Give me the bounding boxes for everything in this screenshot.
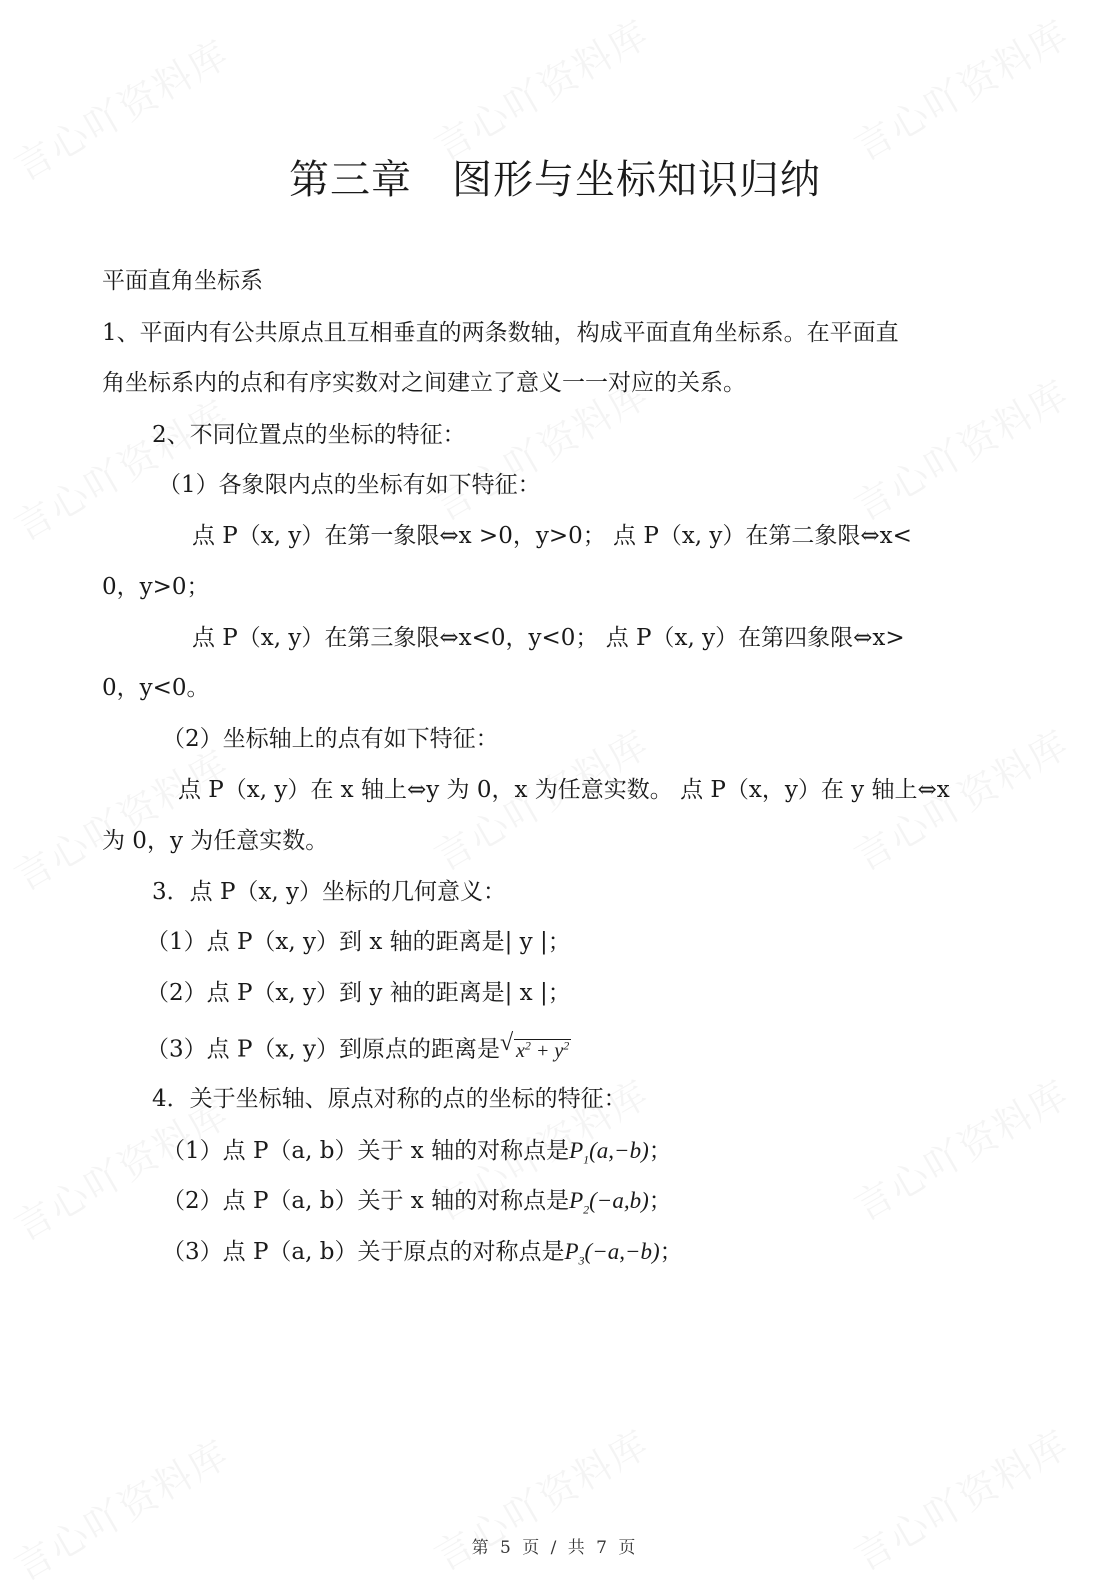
chapter-number: 第三章: [289, 157, 412, 203]
sub-item-heading: （1）各象限内点的坐标有如下特征：: [158, 472, 541, 498]
paragraph-line: （2）点 P（a, b）关于 x 轴的对称点是$P_2(-a,b)$；: [162, 1188, 672, 1217]
paragraph-line: 点 P（x, y）在第一象限⇔x >0，y>0； 点 P（x, y）在第二象限⇔x<: [192, 523, 912, 549]
chapter-name: 图形与坐标知识归纳: [452, 157, 821, 203]
paragraph-line: （3）点 P（a, b）关于原点的对称点是$P_3(-a,-b)$；: [162, 1239, 683, 1268]
line-text: （1）点 P（a, b）关于 x 轴的对称点是: [162, 1138, 570, 1164]
item-heading: 2、不同位置点的坐标的特征：: [152, 422, 466, 448]
paragraph-line: （1）点 P（a, b）关于 x 轴的对称点是$P_1(a,-b)$；: [162, 1138, 672, 1167]
watermark: [422, 4, 657, 172]
watermark: [842, 364, 1077, 532]
line-text: （3）点 P（x, y）到原点的距离是: [146, 1036, 501, 1063]
paragraph-line: （2）点 P（x, y）到 y 袖的距离是| x |；: [146, 980, 571, 1006]
page-title: [0, 148, 1110, 205]
paragraph-line: 为 0，y 为任意实数。: [102, 828, 329, 854]
item-heading: 4．关于坐标轴、原点对称的点的坐标的特征：: [152, 1086, 627, 1112]
symmetric-point-formula: $P_1(a,-b)$: [569, 1138, 649, 1167]
paragraph-line: 点 P（x, y）在 x 轴上⇔y 为 0，x 为任意实数。 点 P（x，y）在 y 轴上⇔x: [178, 777, 950, 803]
paragraph-line: [146, 1030, 571, 1066]
paragraph-line: 0，y<0。: [102, 675, 210, 701]
page-number: 第 5 页 / 共 7 页: [471, 1538, 639, 1558]
symmetric-point-formula: $P_2(-a,b)$: [569, 1188, 649, 1217]
paragraph-line: （1）点 P（x, y）到 x 轴的距离是| y |；: [146, 929, 571, 955]
var-y: y: [554, 1039, 564, 1062]
section-heading: 平面直角坐标系: [102, 268, 263, 294]
paragraph-line: 角坐标系内的点和有序实数对之间建立了意义一一对应的关系。: [102, 370, 746, 396]
symmetric-point-formula: $P_3(-a,-b)$: [564, 1239, 660, 1268]
line-text: （3）点 P（a, b）关于原点的对称点是: [162, 1239, 565, 1265]
paragraph-line: 点 P（x, y）在第三象限⇔x<0，y<0； 点 P（x, y）在第四象限⇔x>: [192, 625, 905, 651]
watermark: [2, 1424, 237, 1591]
paragraph-line: 0，y>0；: [102, 574, 210, 600]
item-heading: 3．点 P（x, y）坐标的几何意义：: [152, 879, 507, 905]
paragraph-line: 1、平面内有公共原点且互相垂直的两条数轴，构成平面直角坐标系。在平面直: [102, 320, 899, 346]
var-x: x: [516, 1039, 525, 1062]
line-text: （2）点 P（a, b）关于 x 轴的对称点是: [162, 1188, 570, 1214]
watermark: [842, 1064, 1077, 1232]
watermark: [842, 4, 1077, 172]
sub-item-heading: （2）坐标轴上的点有如下特征：: [162, 726, 499, 752]
sqrt-formula: √ $x^2 + y^2$: [500, 1030, 571, 1066]
